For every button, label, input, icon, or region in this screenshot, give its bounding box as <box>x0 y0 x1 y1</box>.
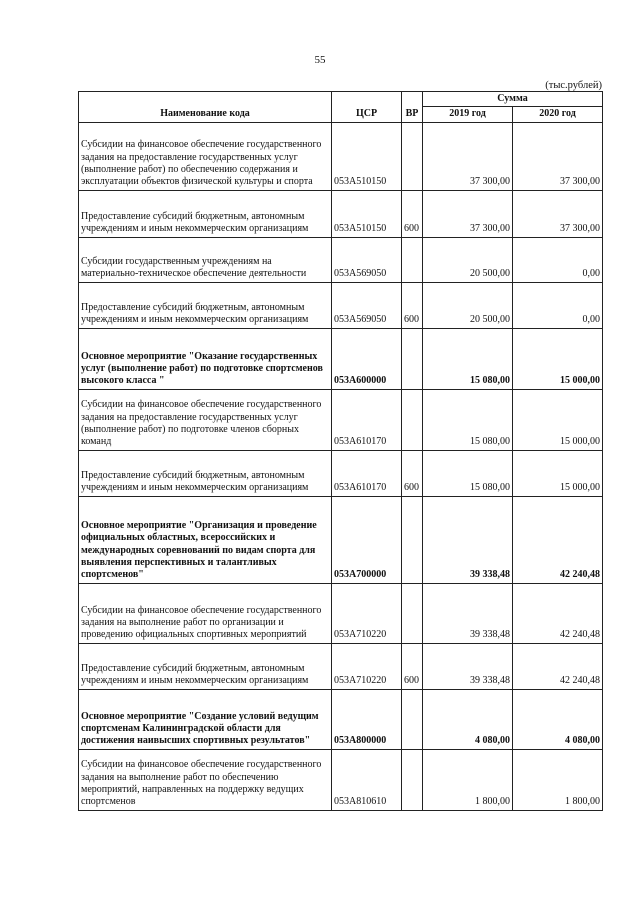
table-row <box>79 749 603 810</box>
row-csr: 053А510150 <box>332 190 402 237</box>
row-name: Основное мероприятие "Организация и проведение официальных областных, всероссийских и международных соревнований по видам спорта для выявления перспективных и талантливых спортсменов" <box>79 496 332 583</box>
row-2020: 37 300,00 <box>513 122 603 190</box>
row-name: Основное мероприятие "Оказание государственных услуг (выполнение работ) по подготовке спортсменов высокого класса " <box>79 328 332 389</box>
row-name: Субсидии на финансовое обеспечение государственного задания на предоставление государственных услуг (выполнение работ) по подготовке членов сборных команд <box>79 389 332 450</box>
row-2020: 1 800,00 <box>513 749 603 810</box>
row-2020: 15 000,00 <box>513 450 603 496</box>
row-name: Субсидии на финансовое обеспечение государственного задания на выполнение работ по обеспечению мероприятий, направленных на поддержку ведущих спортсменов <box>79 749 332 810</box>
table-row <box>79 328 603 389</box>
table-row <box>79 190 603 237</box>
row-vr: 600 <box>402 282 423 328</box>
row-2019: 39 338,48 <box>423 643 513 689</box>
row-2020: 15 000,00 <box>513 328 603 389</box>
row-2019: 37 300,00 <box>423 190 513 237</box>
row-2019: 37 300,00 <box>423 122 513 190</box>
row-vr <box>402 689 423 749</box>
row-csr: 053А510150 <box>332 122 402 190</box>
units-label: (тыс.рублей) <box>545 80 602 91</box>
row-2020: 0,00 <box>513 282 603 328</box>
table-row <box>79 122 603 190</box>
row-2019: 39 338,48 <box>423 583 513 643</box>
row-csr: 053А710220 <box>332 583 402 643</box>
table-body <box>79 122 603 810</box>
row-name: Субсидии на финансовое обеспечение государственного задания на выполнение работ по организации и проведению официальных спортивных мероприятий <box>79 583 332 643</box>
row-vr <box>402 122 423 190</box>
header-name: Наименование кода <box>79 92 332 123</box>
row-2019: 4 080,00 <box>423 689 513 749</box>
header-2020: 2020 год <box>513 107 603 122</box>
row-2020: 42 240,48 <box>513 643 603 689</box>
header-vr: ВР <box>402 92 423 123</box>
row-csr: 053А700000 <box>332 496 402 583</box>
row-vr: 600 <box>402 450 423 496</box>
table-row <box>79 689 603 749</box>
row-name: Предоставление субсидий бюджетным, автономным учреждениям и иным некоммерческим организациям <box>79 450 332 496</box>
row-2020: 15 000,00 <box>513 389 603 450</box>
row-vr <box>402 496 423 583</box>
row-csr: 053А610170 <box>332 389 402 450</box>
row-csr: 053А569050 <box>332 282 402 328</box>
table-header <box>79 92 603 123</box>
row-vr <box>402 749 423 810</box>
row-vr: 600 <box>402 190 423 237</box>
row-2019: 15 080,00 <box>423 328 513 389</box>
row-2020: 42 240,48 <box>513 583 603 643</box>
table-row <box>79 237 603 282</box>
row-name: Основное мероприятие "Создание условий ведущим спортсменам Калининградской области для достижения наивысших спортивных результатов" <box>79 689 332 749</box>
row-vr <box>402 389 423 450</box>
row-name: Субсидии государственным учреждениям на материально-техническое обеспечение деятельности <box>79 237 332 282</box>
row-2020: 42 240,48 <box>513 496 603 583</box>
row-2019: 15 080,00 <box>423 450 513 496</box>
row-name: Предоставление субсидий бюджетным, автономным учреждениям и иным некоммерческим организациям <box>79 643 332 689</box>
row-2020: 4 080,00 <box>513 689 603 749</box>
row-vr <box>402 328 423 389</box>
row-csr: 053А710220 <box>332 643 402 689</box>
page-number: 55 <box>314 54 326 66</box>
row-2020: 0,00 <box>513 237 603 282</box>
table-row <box>79 643 603 689</box>
row-2020: 37 300,00 <box>513 190 603 237</box>
header-sum: Сумма <box>423 92 603 107</box>
table-row <box>79 496 603 583</box>
table-row <box>79 583 603 643</box>
row-2019: 20 500,00 <box>423 282 513 328</box>
row-csr: 053А810610 <box>332 749 402 810</box>
row-csr: 053А800000 <box>332 689 402 749</box>
table-row <box>79 389 603 450</box>
row-vr <box>402 583 423 643</box>
row-name: Субсидии на финансовое обеспечение государственного задания на предоставление государственных услуг (выполнение работ) по обеспечению содержания и эксплуатации объектов физической культуры и спорта <box>79 122 332 190</box>
row-csr: 053А610170 <box>332 450 402 496</box>
row-2019: 15 080,00 <box>423 389 513 450</box>
row-name: Предоставление субсидий бюджетным, автономным учреждениям и иным некоммерческим организациям <box>79 190 332 237</box>
header-csr: ЦСР <box>332 92 402 123</box>
budget-table <box>78 91 603 811</box>
row-2019: 39 338,48 <box>423 496 513 583</box>
table-row <box>79 450 603 496</box>
header-2019: 2019 год <box>423 107 513 122</box>
row-vr <box>402 237 423 282</box>
row-csr: 053А600000 <box>332 328 402 389</box>
row-vr: 600 <box>402 643 423 689</box>
row-name: Предоставление субсидий бюджетным, автономным учреждениям и иным некоммерческим организациям <box>79 282 332 328</box>
row-2019: 1 800,00 <box>423 749 513 810</box>
table-row <box>79 282 603 328</box>
row-2019: 20 500,00 <box>423 237 513 282</box>
row-csr: 053А569050 <box>332 237 402 282</box>
